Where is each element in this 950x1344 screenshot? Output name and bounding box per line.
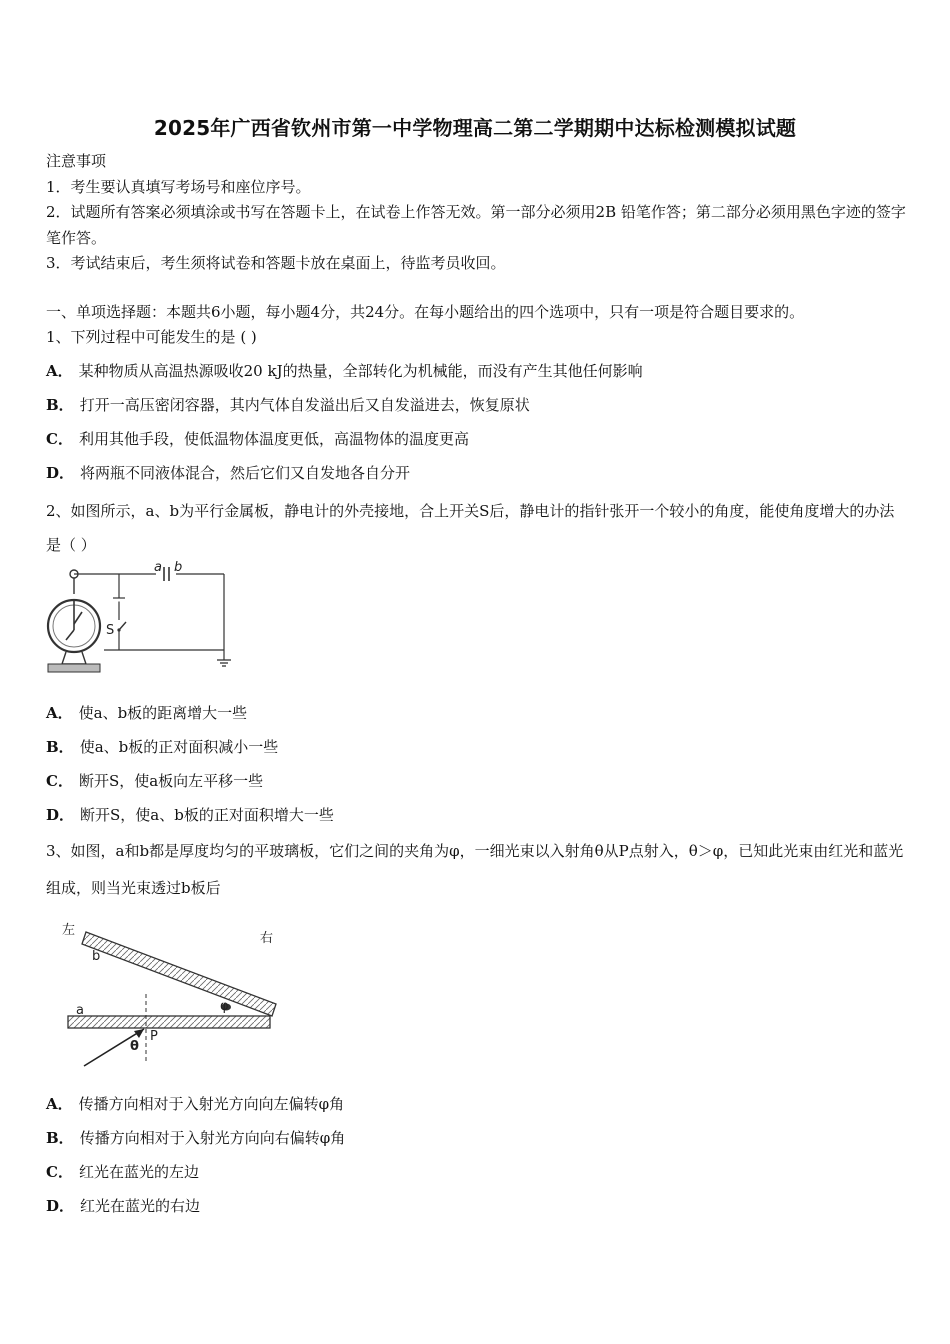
label-right: 右 — [260, 931, 274, 946]
label-plate-a: a — [76, 1003, 84, 1018]
option-letter: A． — [46, 362, 73, 380]
q2-option-a — [46, 703, 908, 723]
option-text: 使a、b板的正对面积减小一些 — [79, 738, 279, 756]
q2-stem: 2、如图所示，a、b为平行金属板，静电计的外壳接地，合上开关S后，静电计的指针张开一个较小的角度，能使角度增大的办法是（ ） — [46, 502, 895, 554]
label-left: 左 — [62, 923, 76, 938]
q1-option-b — [46, 395, 908, 415]
q2-option-b — [46, 737, 908, 757]
section-heading: 一、单项选择题：本题共6小题，每小题4分，共24分。在每小题给出的四个选项中，只有一项是符合题目要求的。 — [46, 303, 805, 321]
option-text: 断开S，使a、b板的正对面积增大一些 — [80, 806, 334, 824]
option-letter: B． — [46, 396, 74, 414]
label-phi: φ — [220, 999, 229, 1014]
option-letter: D． — [46, 1197, 75, 1215]
label-plate-b: b — [92, 949, 101, 964]
q2-option-d — [46, 805, 908, 825]
option-letter: D． — [46, 806, 75, 824]
option-text: 某种物质从高温热源吸收20 kJ的热量，全部转化为机械能，而没有产生其他任何影响 — [78, 362, 643, 380]
q3-option-a — [46, 1094, 908, 1114]
q1-stem: 1、下列过程中可能发生的是 ( ) — [46, 328, 257, 346]
option-text: 红光在蓝光的左边 — [78, 1163, 199, 1181]
option-letter: B． — [46, 738, 74, 756]
notice-item-2: 2．试题所有答案必须填涂或书写在答题卡上，在试卷上作答无效。第一部分必须用2B 铅笔作答；第二部分必须用黑色字迹的签字笔作答。 — [46, 203, 906, 247]
plate-a-label: a — [154, 560, 162, 575]
option-letter: C． — [46, 430, 73, 448]
option-letter: C． — [46, 772, 73, 790]
option-text: 断开S，使a板向左平移一些 — [78, 772, 264, 790]
option-letter: C． — [46, 1163, 73, 1181]
q2-option-c — [46, 771, 908, 791]
q1-option-a — [46, 361, 908, 381]
option-text: 红光在蓝光的右边 — [80, 1197, 201, 1215]
option-letter: A． — [46, 1095, 73, 1113]
option-text: 利用其他手段，使低温物体温度更低，高温物体的温度更高 — [78, 430, 469, 448]
option-letter: D． — [46, 464, 75, 482]
page-title: 2025年广西省钦州市第一中学物理高二第二学期期中达标检测模拟试题 — [153, 116, 797, 140]
option-text: 打开一高压密闭容器，其内气体自发溢出后又自发溢进去，恢复原状 — [79, 396, 530, 414]
q3-option-b — [46, 1128, 908, 1148]
notice-item-3: 3．考试结束后，考生须将试卷和答题卡放在桌面上，待监考员收回。 — [46, 254, 506, 272]
glass-plates-figure — [56, 914, 296, 1074]
q3-stem: 3、如图，a和b都是厚度均匀的平玻璃板，它们之间的夹角为φ，一细光束以入射角θ从P点射入，θ＞φ，已知此光束由红光和蓝光组成，则当光束透过b板后 — [46, 842, 904, 897]
q3-option-d — [46, 1196, 908, 1216]
label-point-p: P — [150, 1029, 158, 1044]
label-theta: θ — [130, 1039, 139, 1054]
switch-s-label: S — [106, 623, 115, 638]
notice-heading: 注意事项 — [46, 152, 107, 170]
q1-option-c — [46, 429, 908, 449]
option-text: 传播方向相对于入射光方向向左偏转φ角 — [78, 1095, 345, 1113]
option-text: 传播方向相对于入射光方向向右偏转φ角 — [79, 1129, 346, 1147]
notice-item-1: 1．考生要认真填写考场号和座位序号。 — [46, 178, 311, 196]
option-letter: B． — [46, 1129, 74, 1147]
plate-b-label: b — [174, 560, 183, 575]
option-text: 将两瓶不同液体混合，然后它们又自发地各自分开 — [80, 464, 411, 482]
q1-option-d — [46, 463, 908, 483]
electrometer-circuit-figure — [44, 560, 244, 682]
q3-option-c — [46, 1162, 908, 1182]
option-text: 使a、b板的距离增大一些 — [78, 704, 248, 722]
option-letter: A． — [46, 704, 73, 722]
